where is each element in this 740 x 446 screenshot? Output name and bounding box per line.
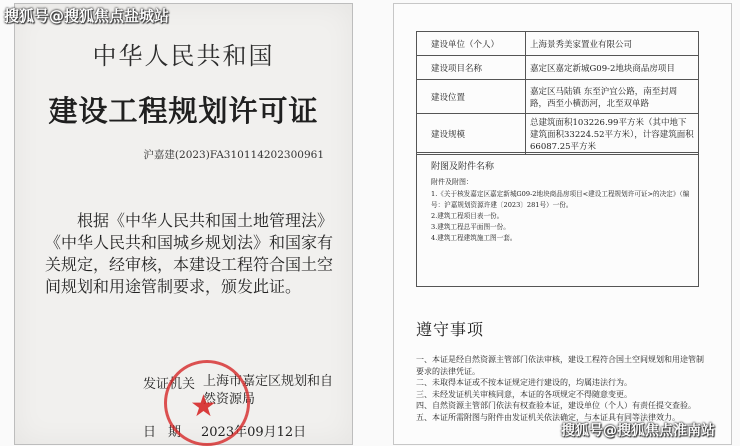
row-value: 嘉定区嘉定新城G09-2地块商品房项目: [526, 56, 699, 80]
list-item: 五、本证所需附图与附件由发证机关依法确定，与本证具有同等法律效力。: [416, 412, 680, 422]
country-heading: 中华人民共和国: [92, 42, 275, 70]
date-label: 日期: [143, 425, 194, 440]
project-info-table: [416, 31, 699, 155]
details-page: [393, 3, 732, 445]
row-value: 总建筑面积103226.99平方米（其中地下建筑面积33224.52平方米），计容建筑面积66087.25平方米: [526, 114, 699, 155]
row-label: 建设位置: [417, 80, 526, 114]
list-item: 1.《关于核发嘉定区嘉定新城G09-2地块商品房项目<建设工程规划许可证>的决定》（编号：沪嘉规划资源许建〔2023〕281号）一份。: [431, 190, 690, 209]
table-row: [417, 80, 699, 114]
certificate-body: 根据《中华人民共和国土地管理法》《中华人民共和国城乡规划法》和国家有关规定，经审核，本建设工程符合国土空间规划和用途管制要求，颁发此证。: [45, 211, 334, 296]
seal-star-icon: ★: [190, 389, 217, 424]
watermark-top-left: 搜狐号@搜狐焦点盐城站: [4, 7, 170, 25]
list-item: 三、未经发证机关审核同意，本证的各项规定不得随意变更。: [416, 389, 632, 399]
attachments-subtitle: 附件及附图：: [431, 178, 473, 186]
issuer-label: 发证机关: [143, 377, 196, 392]
issue-date: 2023年09月12日: [201, 425, 307, 440]
row-label: 建设单位（个人）: [417, 32, 526, 56]
attachments-title: 附图及附件名称: [431, 162, 495, 172]
list-item: 3.建筑工程总平面图一份。: [431, 223, 510, 231]
watermark-bottom-right: 搜狐号@搜狐焦点淮南站: [561, 423, 715, 439]
row-value: 嘉定区马陆镇 东至沪宜公路，南至封周路，西至小横沥河，北至双单路: [526, 80, 699, 114]
attachments-box: [416, 152, 699, 287]
list-item: 一、本证是经自然资源主管部门依法审核，建设工程符合国土空间规划和用途管制要求的法律凭证。: [416, 355, 704, 376]
row-value: 上海景秀美家置业有限公司: [526, 32, 699, 56]
row-label: 建设项目名称: [417, 56, 526, 80]
issuer-name: 上海市嘉定区规划和自然资源局: [203, 374, 334, 407]
table-row: [417, 114, 699, 155]
notice-title: 遵守事项: [416, 320, 485, 339]
list-item: 二、未取得本证或不按本证规定进行建设的，均属违法行为。: [416, 378, 632, 387]
certificate-title: 建设工程规划许可证: [48, 94, 319, 128]
table-row: [417, 32, 699, 56]
row-label: 建设规模: [417, 114, 526, 155]
table-row: [417, 56, 699, 80]
list-item: 四、自然资源主管部门依法有权查验本证，建设单位（个人）有责任提交查验。: [416, 401, 696, 410]
list-item: 2.建筑工程项目表一份。: [431, 212, 504, 220]
list-item: 4.建筑工程建筑施工图一套。: [431, 234, 517, 242]
certificate-number: 沪嘉建(2023)FA310114202300961: [143, 149, 324, 161]
attachments-list: [431, 189, 691, 244]
rules-list: [416, 354, 706, 423]
